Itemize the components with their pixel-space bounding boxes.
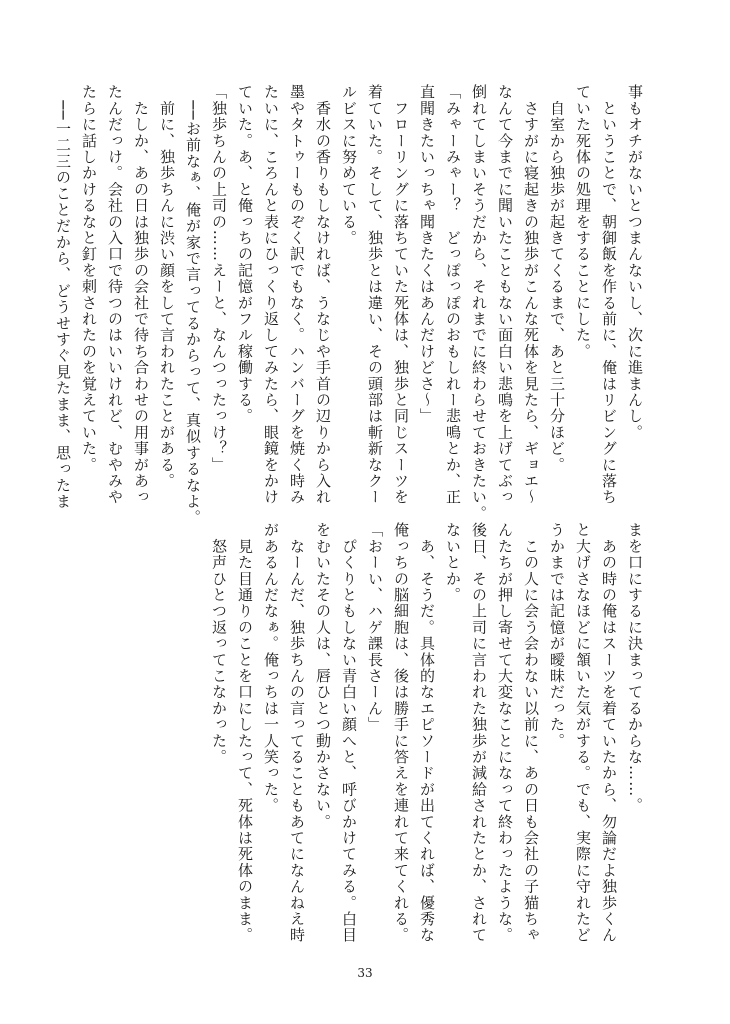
text-line: ぴくりともしない青白い顔へと、呼びかけてみる。白目 [340, 522, 358, 944]
text-line: 前に、独歩ちんに渋い顔をして言われたことがある。 [158, 84, 176, 489]
text-line: 後日、その上司に言われた独歩が減給されたとか、されて [470, 522, 488, 944]
text-line: ないとか。 [444, 522, 462, 603]
page-number: 33 [357, 966, 373, 980]
text-line: この人に会う会わない以前に、あの日も会社の子猫ちゃ [522, 522, 540, 944]
text-line: たんだっけ。会社の入口で待つのはいいけれど、むやみや [106, 84, 124, 506]
text-line: があるんだなぁ。俺っちは一人笑った。 [262, 522, 280, 814]
text-line: 見た目通りのことを口にしたって、死体は死体のまま。 [236, 522, 254, 944]
text-line: 自室から独歩が起きてくるまで、あと三十分ほど。 [548, 84, 566, 473]
text-line: 事もオチがないとつまんないし、次に進まんし。 [626, 84, 644, 441]
lower-text-block [83, 522, 648, 944]
text-line: ──一二三のことだから、どうせすぐ見たまま、思ったま [54, 84, 72, 510]
text-line: ていた死体の処理をすることにした。 [574, 84, 592, 360]
text-line: 倒れてしまいそうだから、それまでに終わらせておきたい。 [470, 84, 488, 522]
text-line: 怒声ひとつ返ってこなかった。 [210, 522, 228, 765]
text-line: んたちが押し寄せて大変なことになって終わったような。 [496, 522, 514, 944]
text-line: 香水の香りもしなければ、うなじや手首の辺りから入れ [314, 84, 332, 506]
text-line: あ、そうだ。具体的なエピソードが出てくれば、優秀な [418, 522, 436, 944]
text-line: ということで、朝御飯を作る前に、俺はリビングに落ち [600, 84, 618, 506]
text-line: たらに話しかけるなと釘を刺されたのを覚えていた。 [80, 84, 98, 473]
text-line: 俺っちの脳細胞は、後は勝手に答えを連れて来てくれる。 [392, 522, 410, 944]
text-line: 直聞きたいっちゃ聞きたくはあんだけどさ〜」 [418, 84, 436, 425]
text-line: なんて今までに聞いたこともない面白い悲鳴を上げてぶっ [496, 84, 514, 506]
text-line: 「独歩ちんの上司の……えーと、なんつったっけ？」 [210, 84, 228, 473]
text-line: たいに、ころんと表にひっくり返してみたら、眼鏡をかけ [262, 84, 280, 506]
text-line: たしか、あの日は独歩の会社で待ち合わせの用事があっ [132, 84, 150, 506]
text-line: ていた。あ、と俺っちの記憶がフル稼働する。 [236, 84, 254, 425]
text-line: 「みゃーみゃー？ どっぽっぽのおもしれー悲鳴とか、正 [444, 84, 462, 506]
text-line: ──お前なぁ、俺が家で言ってるからって、真似するなよ。 [184, 84, 202, 526]
text-line: フローリングに落ちていた死体は、独歩と同じスーツを [392, 84, 410, 506]
text-line: うかまでは記憶が曖昧だった。 [548, 522, 566, 749]
text-line: をむいたその人は、唇ひとつ動かさない。 [314, 522, 332, 830]
text-line: 着ていた。そして、独歩とは違い、その頭部は斬新なクー [366, 84, 384, 506]
text-line: あの時の俺はスーツを着ていたから、勿論だよ独歩くん [600, 522, 618, 944]
text-line: 「おーい、ハゲ課長さーん」 [366, 522, 384, 733]
upper-text-block [54, 84, 648, 526]
text-line: なーんだ、独歩ちんの言ってることもあてになんねえ時 [288, 522, 306, 944]
text-line: 墨やタトゥーものぞく訳でもなく。ハンバーグを焼く時み [288, 84, 306, 506]
text-line: さすがに寝起きの独歩がこんな死体を見たら、ギョエ〜 [522, 84, 540, 506]
text-line: ルビスに努めている。 [340, 84, 358, 246]
text-line: と大げさなほどに頷いた気がする。でも、実際に守れたど [574, 522, 592, 944]
text-line: まを口にするに決まってるからな……。 [626, 522, 644, 814]
